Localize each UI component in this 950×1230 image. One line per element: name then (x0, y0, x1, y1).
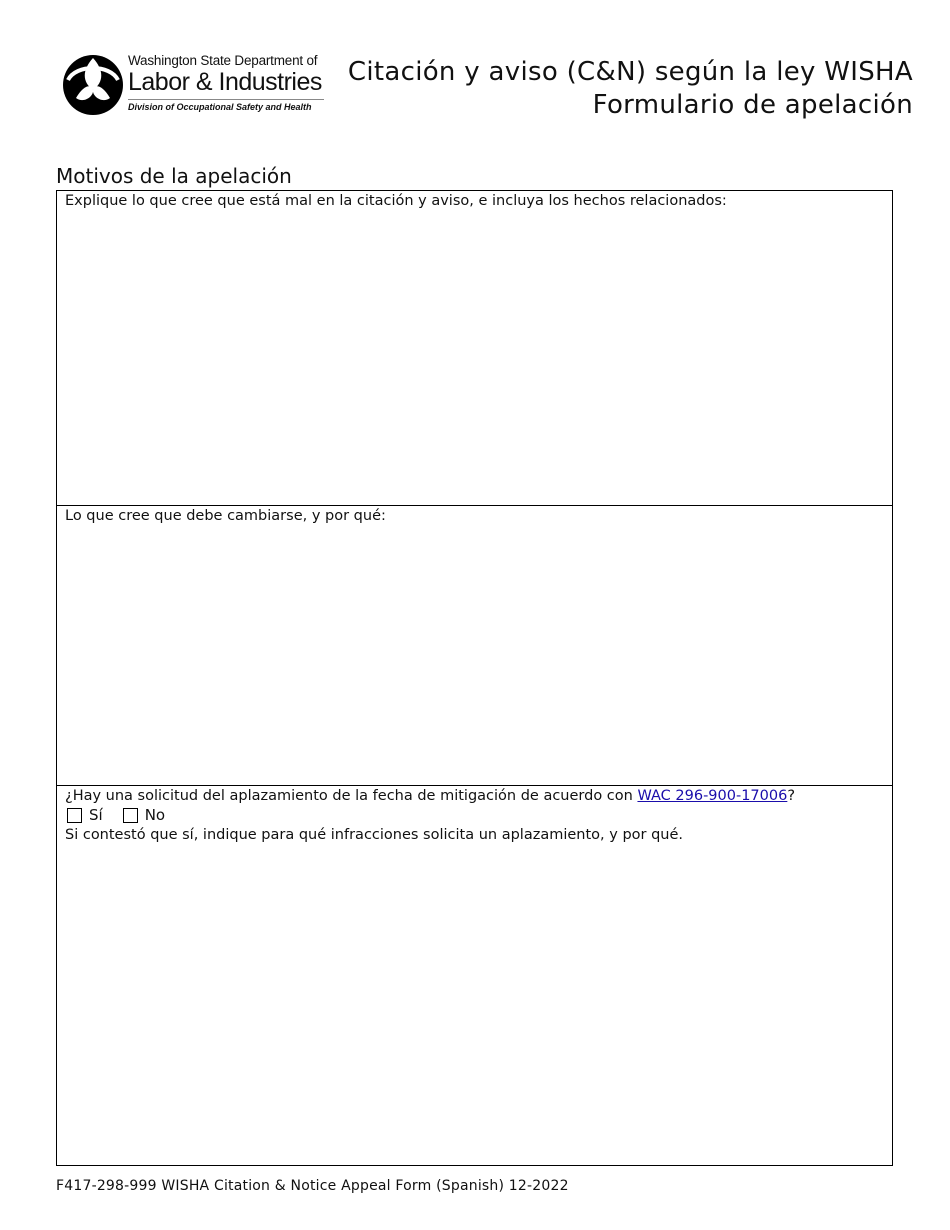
abatement-explanation-field[interactable] (65, 852, 884, 1157)
form-title-line1: Citación y aviso (C&N) según la ley WISHA (347, 57, 913, 87)
logo-divider (128, 99, 324, 100)
abatement-question-text: ¿Hay una solicitud del aplazamiento de la fecha de mitigación de acuerdo con (65, 788, 638, 804)
abatement-extension-box (56, 785, 893, 1166)
yes-checkbox[interactable] (67, 808, 82, 823)
form-title (348, 56, 913, 122)
appeal-reason-box (56, 190, 893, 506)
logo-division: Division of Occupational Safety and Health (128, 102, 312, 112)
yes-no-group (67, 806, 185, 825)
appeal-reason-field[interactable] (65, 217, 884, 497)
form-footer: F417-298-999 WISHA Citation & Notice Appeal Form (Spanish) 12-2022 (56, 1178, 569, 1194)
lni-logo (62, 52, 332, 128)
lni-logo-icon (62, 54, 124, 116)
wac-link[interactable]: WAC 296-900-17006 (637, 788, 788, 804)
abatement-question-mark: ? (787, 788, 796, 804)
form-title-line2: Formulario de apelación (592, 90, 913, 120)
requested-change-field[interactable] (65, 532, 884, 777)
abatement-followup-prompt: Si contestó que sí, indique para qué infracciones solicita un aplazamiento, y por qué. (65, 827, 684, 843)
abatement-question (65, 787, 795, 806)
requested-change-prompt: Lo que cree que debe cambiarse, y por qué: (65, 508, 386, 524)
logo-agency-line: Washington State Department of (128, 53, 318, 68)
yes-label: Sí (89, 806, 103, 824)
option-yes[interactable] (67, 806, 103, 825)
no-label: No (144, 806, 166, 824)
logo-agency-name: Labor & Industries (128, 68, 322, 96)
appeal-reason-prompt: Explique lo que cree que está mal en la citación y aviso, e incluya los hechos relacionados: (65, 193, 727, 209)
section-heading: Motivos de la apelación (56, 164, 292, 188)
requested-change-box (56, 505, 893, 786)
no-checkbox[interactable] (123, 808, 138, 823)
option-no[interactable] (123, 806, 165, 825)
